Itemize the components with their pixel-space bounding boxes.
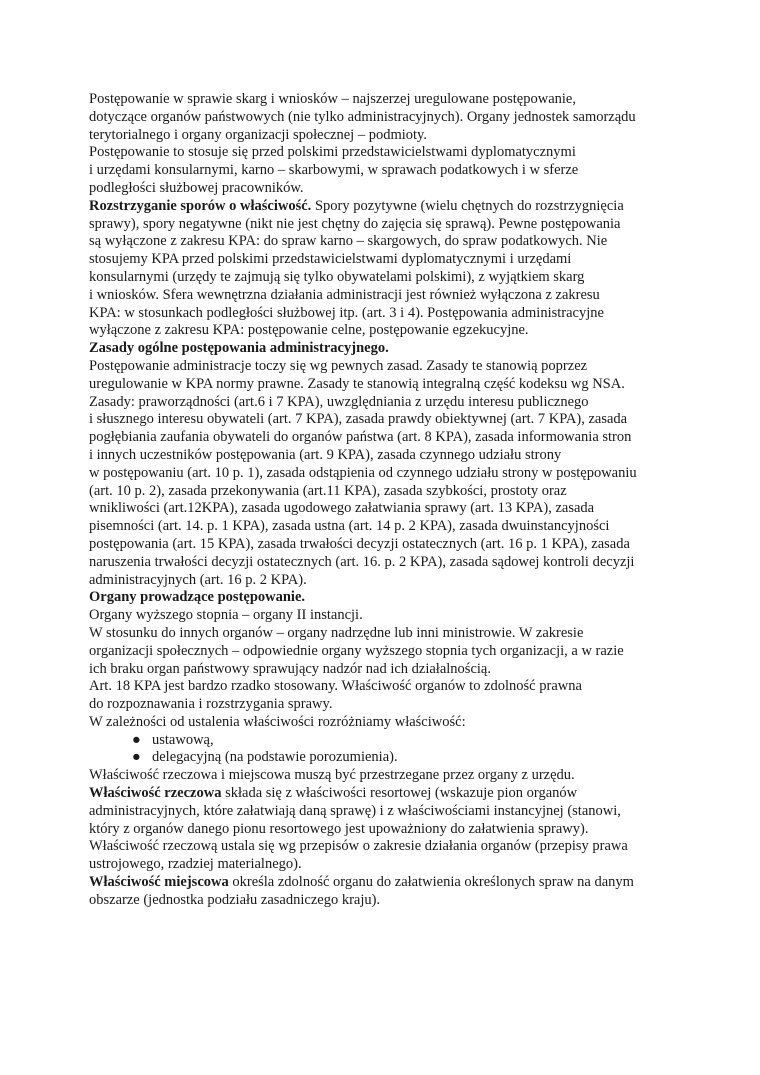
text-line: administracyjnych, które załatwiają daną sprawę) i z właściwościami instancyjnej (stanowi,	[89, 802, 621, 819]
text-line	[89, 874, 700, 892]
text-line: Art. 18 KPA jest bardzo rzadko stosowany. Właściwość organów to zdolność prawna	[89, 678, 582, 695]
text-line: który z organów danego pionu resortowego jest upoważniony do załatwienia sprawy).	[89, 820, 589, 837]
text-line: podległości służbowej pracowników.	[89, 179, 304, 196]
text-line: Organy wyższego stopnia – organy II instancji.	[89, 607, 363, 624]
list-item-text: delegacyjną (na podstawie porozumienia).	[152, 749, 398, 766]
text-line: Zasady: praworządności (art.6 i 7 KPA), uwzględniania z urzędu interesu publicznego	[89, 393, 589, 410]
heading-continuation: Spory pozytywne (wielu chętnych do rozstrzygnięcia	[311, 197, 624, 214]
text-line: i innych uczestników postępowania (art. 9 KPA), zasada czynnego udziału strony	[89, 446, 562, 463]
text-line: W stosunku do innych organów – organy nadrzędne lub inni ministrowie. W zakresie	[89, 624, 584, 641]
section-local-competence	[89, 874, 700, 910]
text-line: postępowania (art. 15 KPA), zasada trwałości decyzji ostatecznych (art. 16 p. 1 KPA), zasada	[89, 535, 630, 552]
text-line: ustrojowego, rzadziej materialnego).	[89, 856, 302, 873]
lead-continuation: określa zdolność organu do załatwienia określonych spraw na danym	[228, 874, 634, 891]
section-subject-competence	[89, 785, 700, 874]
text-line: do rozpoznawania i rozstrzygania sprawy.	[89, 696, 333, 713]
text-line: i słusznego interesu obywateli (art. 7 KPA), zasada prawdy obiektywnej (art. 7 KPA), zasada	[89, 411, 628, 428]
text-line: obszarze (jednostka podziału zasadniczego kraju).	[89, 891, 381, 908]
text-line: konsularnymi (urzędy te zajmują się tylko obywatelami polskimi), z wyjątkiem skarg	[89, 268, 585, 285]
text-line: wnikliwości (art.12KPA), zasada ugodowego załatwiania sprawy (art. 13 KPA), zasada	[89, 500, 595, 517]
text-line: i urzędami konsularnymi, karno – skarbowymi, w sprawach podatkowych i w sferze	[89, 162, 579, 179]
text-line: administracyjnych (art. 16 p. 2 KPA).	[89, 571, 307, 588]
text-line: i wniosków. Sfera wewnętrzna działania administracji jest również wyłączona z zakresu	[89, 286, 600, 303]
text-line: Właściwość rzeczowa i miejscowa muszą być przestrzegane przez organy z urzędu.	[89, 767, 575, 784]
text-line: pisemności (art. 14. p. 1 KPA), zasada ustna (art. 14 p. 2 KPA), zasada dwuinstancyjności	[89, 518, 610, 535]
section-general-principles	[89, 340, 700, 589]
text-line: są wyłączone z zakresu KPA: do spraw karno – skargowych, do spraw podatkowych. Nie	[89, 233, 608, 250]
bullet-list	[89, 732, 700, 768]
bullet-icon: ●	[132, 749, 141, 766]
section-heading: Rozstrzyganie sporów o właściwość.	[89, 197, 312, 214]
text-line: Właściwość rzeczową ustala się wg przepisów o zakresie działania organów (przepisy prawa	[89, 838, 628, 855]
text-line: W zależności od ustalenia właściwości rozróżniamy właściwość:	[89, 713, 466, 730]
text-line: Postępowanie to stosuje się przed polskimi przedstawicielstwami dyplomatycznymi	[89, 144, 576, 161]
text-line: KPA: w stosunkach podległości służbowej itp. (art. 3 i 4). Postępowania administracyjne	[89, 304, 604, 321]
text-line: uregulowanie w KPA normy prawne. Zasady te stanowią integralną część kodeksu wg NSA.	[89, 375, 625, 392]
text-line: (art. 10 p. 2), zasada przekonywania (art.11 KPA), zasada szybkości, prostoty oraz	[89, 482, 567, 499]
text-line: pogłębiania zaufania obywateli do organów państwa (art. 8 KPA), zasada informowania stron	[89, 429, 632, 446]
text-line: ich braku organ państwowy sprawujący nadzór nad ich działalnością.	[89, 660, 491, 677]
text-line: dotyczące organów państwowych (nie tylko administracyjnych). Organy jednostek samorządu	[89, 108, 636, 125]
text-line: organizacji społecznych – odpowiednie organy wyższego stopnia tych organizacji, a w razie	[89, 642, 624, 659]
section-heading: Zasady ogólne postępowania administracyjnego.	[89, 340, 389, 357]
bold-lead: Właściwość miejscowa	[89, 874, 229, 891]
text-line: Postępowanie w sprawie skarg i wniosków – najszerzej uregulowane postępowanie,	[89, 91, 576, 107]
list-item	[132, 749, 700, 767]
bullet-icon: ●	[132, 731, 141, 748]
text-line: naruszenia trwałości decyzji ostatecznych (art. 16. p. 2 KPA), zasada sądowej kontroli decyzji	[89, 553, 635, 570]
list-item	[132, 732, 700, 750]
text-line: terytorialnego i organy organizacji społecznej – podmioty.	[89, 126, 427, 143]
text-line	[89, 198, 700, 216]
section-heading: Organy prowadzące postępowanie.	[89, 589, 306, 606]
section-organs	[89, 589, 700, 785]
list-item-text: ustawową,	[152, 731, 214, 748]
text-line: w postępowaniu (art. 10 p. 1), zasada odstąpienia od czynnego udziału strony w postępowaniu	[89, 464, 637, 481]
text-line: sprawy), spory negatywne (nikt nie jest chętny do zajęcia się sprawą). Pewne postępowania	[89, 215, 621, 232]
text-line: Postępowanie administracje toczy się wg pewnych zasad. Zasady te stanowią poprzez	[89, 357, 588, 374]
text-line	[89, 785, 700, 803]
text-line: stosujemy KPA przed polskimi przedstawicielstwami dyplomatycznymi i urzędami	[89, 251, 572, 268]
section-disputes	[89, 198, 700, 340]
bold-lead: Właściwość rzeczowa	[89, 785, 222, 802]
intro-paragraph	[89, 91, 700, 198]
lead-continuation: składa się z właściwości resortowej (wskazuje pion organów	[221, 785, 578, 802]
text-line: wyłączone z zakresu KPA: postępowanie celne, postępowanie egzekucyjne.	[89, 322, 529, 339]
